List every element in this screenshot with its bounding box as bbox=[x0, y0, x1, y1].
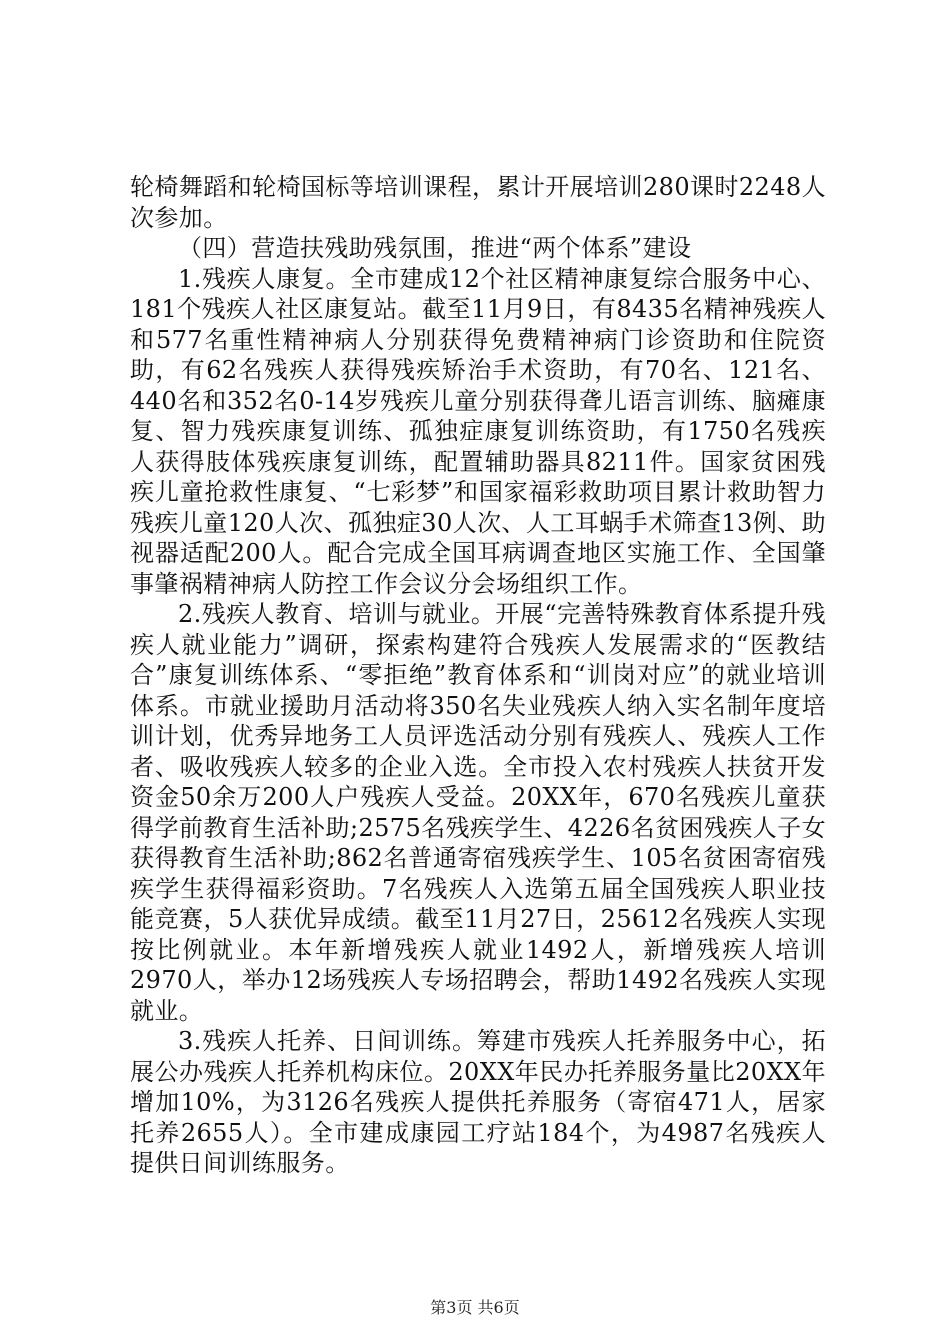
section-heading: （四）营造扶残助残氛围，推进“两个体系”建设 bbox=[178, 234, 692, 262]
paragraph-care-training: 3.残疾人托养、日间训练。筹建市残疾人托养服务中心，拓展公办残疾人托养机构床位。20XX年民办托养服务量比20XX年增加10%，为3126名残疾人提供托养服务（寄宿471人，居家托养2655人）。全市建成康园工疗站184个，为4987名残疾人提供日间训练服务。 bbox=[130, 1027, 826, 1177]
paragraph-education-employment: 2.残疾人教育、培训与就业。开展“完善特殊教育体系提升残疾人就业能力”调研，探索构建符合残疾人发展需求的“医教结合”康复训练体系、“零拒绝”教育体系和“训岗对应”的就业培训体系。市就业援助月活动将350名失业残疾人纳入实名制年度培训计划，优秀异地务工人员评选活动分别有残疾人、残疾人工作者、吸收残疾人较多的企业入选。全市投入农村残疾人扶贫开发资金50余万200人户残疾人受益。20XX年，670名残疾儿童获得学前教育生活补助;2575名残疾学生、4226名贫困残疾人子女获得教育生活补助;862名普通寄宿残疾学生、105名贫困寄宿残疾学生获得福彩资助。7名残疾人入选第五届全国残疾人职业技能竞赛，5人获优异成绩。截至11月27日，25612名残疾人实现按比例就业。本年新增残疾人就业1492人，新增残疾人培训2970人，举办12场残疾人专场招聘会，帮助1492名残疾人实现就业。 bbox=[130, 600, 826, 1025]
paragraph-continuation: 轮椅舞蹈和轮椅国标等培训课程，累计开展培训280课时2248人次参加。 bbox=[130, 173, 826, 232]
page-footer: 第3页 共6页 bbox=[430, 1298, 520, 1317]
paragraph-rehabilitation: 1.残疾人康复。全市建成12个社区精神康复综合服务中心、181个残疾人社区康复站。截至11月9日，有8435名精神残疾人和577名重性精神病人分别获得免费精神病门诊资助和住院资助，有62名残疾人获得残疾矫治手术资助，有70名、121名、440名和352名0-14岁残疾儿童分别获得聋儿语言训练、脑瘫康复、智力残疾康复训练、孤独症康复训练资助，有1750名残疾人获得肢体残疾康复训练，配置辅助器具8211件。国家贫困残疾儿童抢救性康复、“七彩梦”和国家福彩救助项目累计救助智力残疾儿童120人次、孤独症30人次、人工耳蜗手术筛查13例、助视器适配200人。配合完成全国耳病调查地区实施工作、全国肇事肇祸精神病人防控工作会议分会场组织工作。 bbox=[130, 264, 826, 598]
body-text bbox=[130, 172, 826, 1179]
